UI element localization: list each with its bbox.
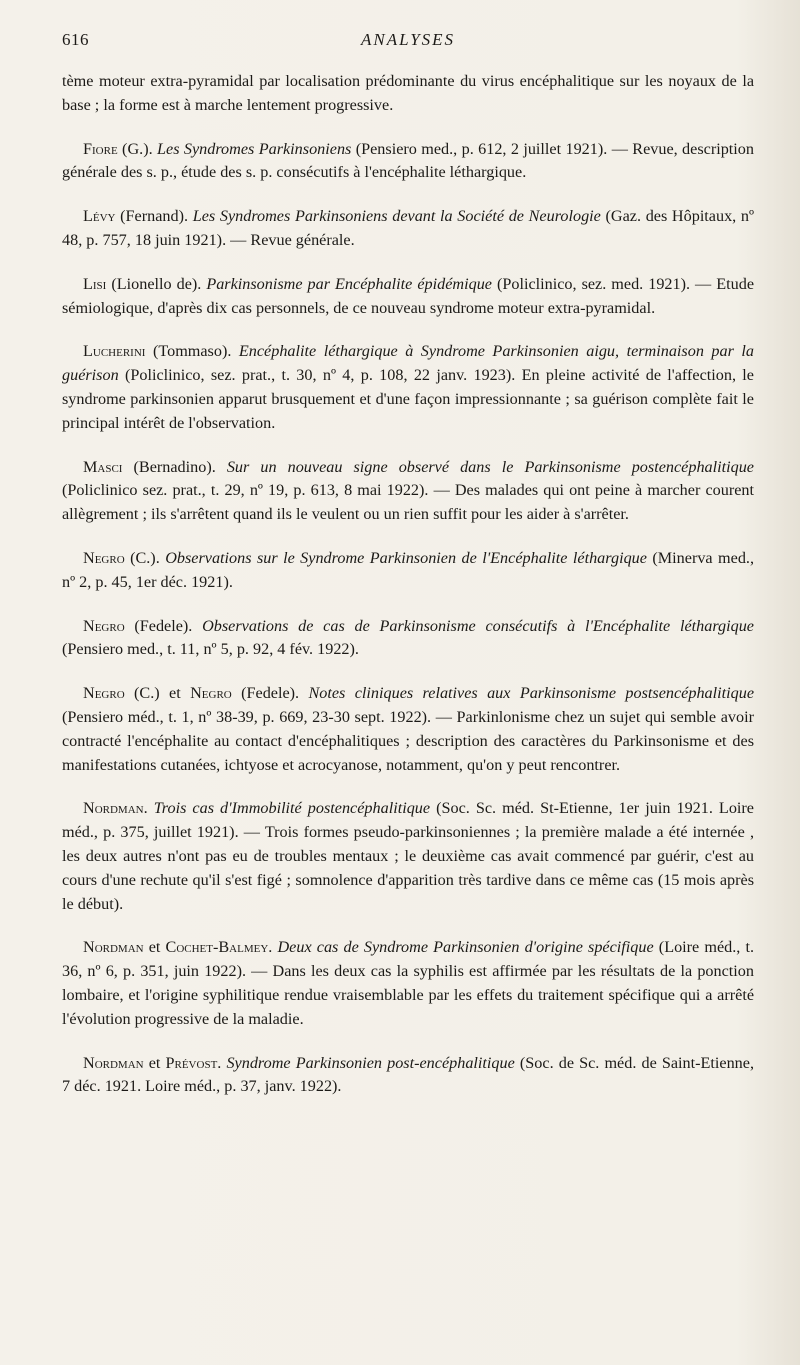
entry-body: (Policlinico sez. prat., t. 29, nº 19, p. 613, 8 mai 1922). — Des malades qui ont peine à marcher courent allègrement ; ils s'arrêtent quand ils le veulent ou un rien suffit pour les aider à s'arrêter. <box>62 481 754 524</box>
entry-title: Deux cas de Syndrome Parkinsonien d'origine spécifique <box>277 938 654 957</box>
entry-body: (Soc. Sc. méd. St-Etienne, 1er juin 1921. Loire méd., p. 375, juillet 1921). — Trois formes pseudo-parkinsoniennes ; la première malade a été internée , les deux autres n'ont pas eu de troubles mentaux ; le deuxième cas avait commencé par guérir, c'est au cours d'une rechute qu'il s'est figé ; somnolence d'apparition très tardive dans ce même cas (15 mois après le début). <box>62 799 754 913</box>
entry-author: Masci <box>83 457 123 476</box>
entry-body: (Pensiero med., p. 612, 2 juillet 1921). — Revue, description générale des s. p., étude des s. p. consécutifs à l'encéphalite léthargique. <box>62 139 754 182</box>
entry-author: Negro <box>83 616 125 635</box>
entry-body: (Pensiero méd., t. 1, nº 38-39, p. 669, 23-30 sept. 1922). — Parkinlonisme chez un sujet qui semble avoir contracté l'encéphalite au contact d'encéphalitiques ; description des caractères du Parkinsonisme et des manifestations cutanées, ichtyose et acrocyanose, notamment, qu'on y peut rencontrer. <box>62 707 754 774</box>
entry-body: (Gaz. des Hôpitaux, nº 48, p. 757, 18 juin 1921). — Revue générale. <box>62 207 755 249</box>
entry-author: Nordman <box>83 1053 144 1072</box>
entry-title: Parkinsonisme par Encéphalite épidémique <box>206 274 492 293</box>
entry-author-details: (G.). <box>117 139 158 158</box>
bibliography-entry <box>62 340 754 435</box>
entry-author: Negro <box>83 548 125 567</box>
entry-second-author: Negro <box>190 684 232 703</box>
bibliography-entry <box>62 273 754 321</box>
entry-author: Fiore <box>83 139 118 158</box>
entry-author-details: (Lionello de). <box>106 274 207 293</box>
bibliography-entry <box>62 682 754 777</box>
page-number: 616 <box>62 30 89 49</box>
entry-title: Les Syndromes Parkinsoniens devant la Société de Neurologie <box>192 207 601 226</box>
entry-author: Lévy <box>83 207 116 226</box>
entry-title: Les Syndromes Parkinsoniens <box>157 139 352 158</box>
entry-author: Lucherini <box>83 342 146 361</box>
entry-body: (Minerva med., nº 2, p. 45, 1er déc. 1921). <box>62 548 755 591</box>
entry-author-details: et <box>143 938 166 957</box>
entry-author-details: (Fernand). <box>115 207 193 226</box>
entry-body: (Loire méd., t. 36, nº 6, p. 351, juin 1922). — Dans les deux cas la syphilis est affirmée par les résultats de la ponction lombaire, et l'origine syphilitique rendue vraisemblable par les effets du traitement spécifique qui a arrêté l'évolution progressive de la maladie. <box>62 938 755 1028</box>
entry-body: (Pensiero med., t. 11, nº 5, p. 92, 4 fév. 1922). <box>62 640 359 659</box>
entry-second-author: Prévost. <box>165 1053 222 1072</box>
entry-author-details: et <box>143 1053 166 1072</box>
entry-author-details: (C.). <box>124 548 166 567</box>
entry-body: (Policlinico, sez. prat., t. 30, nº 4, p. 108, 22 janv. 1923). En pleine activité de l'affection, le syndrome parkinsonien apparut brusquement et d'une façon impressionnante ; sa guérison complète fait le principal intérêt de l'observation. <box>62 366 754 432</box>
entry-author-details: (Fedele). <box>124 616 203 635</box>
entry-author: Nordman <box>83 938 144 957</box>
entry-author-details: (Tommaso). <box>145 342 239 361</box>
entry-title: Notes cliniques relatives aux Parkinsonisme postsencéphalitique <box>308 684 754 703</box>
entry-title: Sur un nouveau signe observé dans le Parkinsonisme postencéphalitique <box>226 457 754 476</box>
entry-author-details: (Bernadino). <box>122 457 227 476</box>
entry-title: Encéphalite léthargique à Syndrome Parkinsonien aigu, terminaison par la guérison <box>62 342 754 385</box>
entry-title: Trois cas d'Immobilité postencéphalitique <box>153 799 431 818</box>
continuation-paragraph: tème moteur extra-pyramidal par localisation prédominante du virus encéphalitique sur les noyaux de la base ; la forme est à marche lentement progressive. <box>62 72 754 114</box>
page-header <box>62 30 754 54</box>
bibliography-entry <box>62 615 754 663</box>
bibliography-entry <box>62 205 754 253</box>
bibliography-entry <box>62 1052 754 1100</box>
entry-title: Observations de cas de Parkinsonisme consécutifs à l'Encéphalite léthargique <box>202 616 754 635</box>
entry-title: Observations sur le Syndrome Parkinsonien de l'Encéphalite léthargique <box>165 548 647 567</box>
bibliography-entry <box>62 138 754 186</box>
entry-second-author: Cochet-Balmey. <box>165 938 273 957</box>
entry-author: Negro <box>83 684 125 703</box>
entry-author-details: (C.) et <box>124 684 191 703</box>
entry-author: Lisi <box>83 274 107 293</box>
bibliography-entry <box>62 936 754 1031</box>
entry-body: (Policlinico, sez. med. 1921). — Etude sémiologique, d'après dix cas personnels, de ce nouveau syndrome moteur extra-pyramidal. <box>62 274 754 317</box>
entry-body: (Soc. de Sc. méd. de Saint-Etienne, 7 déc. 1921. Loire méd., p. 37, janv. 1922). <box>62 1053 755 1096</box>
bibliography-entry <box>62 547 754 595</box>
entry-second-author-details: (Fedele). <box>231 684 309 703</box>
bibliography-entries <box>62 138 754 1100</box>
entry-author: Nordman. <box>83 799 148 818</box>
bibliography-entry <box>62 456 754 527</box>
bibliography-entry <box>62 797 754 916</box>
entry-title: Syndrome Parkinsonien post-encéphalitique <box>226 1053 515 1072</box>
running-title: ANALYSES <box>360 30 456 49</box>
